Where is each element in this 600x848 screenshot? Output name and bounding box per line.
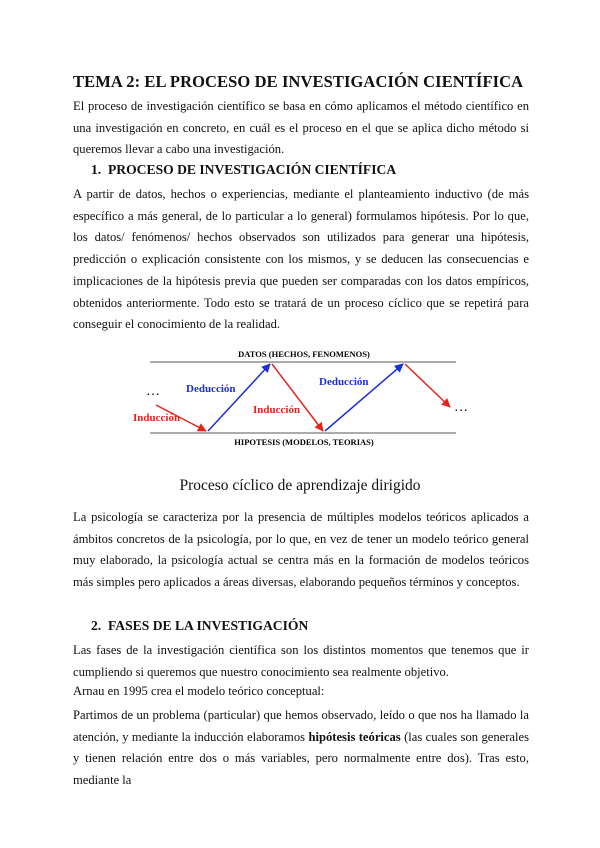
deduction-label-1: Deducción: [186, 383, 236, 395]
deduction-arrow-2: [325, 364, 403, 431]
section-2-heading: 2. FASES DE LA INVESTIGACIÓN: [91, 618, 309, 633]
induction-label-1: Inducción: [133, 412, 181, 424]
deduction-arrow-1: [208, 364, 270, 431]
induction-label-2: Inducción: [253, 404, 301, 416]
diagram-top-label: DATOS (HECHOS, FENOMENOS): [238, 349, 370, 359]
cycle-diagram: [133, 345, 468, 455]
partimos-paragraph: [73, 705, 529, 792]
section-1-heading: 1. PROCESO DE INVESTIGACIÓN CIENTÍFICA: [91, 162, 397, 177]
section-1-body: A partir de datos, hechos o experiencias, mediante el planteamiento inductivo (de más específico a más general, de lo particular a lo general) formulamos hipótesis. Por lo que, los datos/ fenómenos/ hechos observados son utilizados para generar una hipótesis, predicción o explicación consistente con los mismos, y se deducen las consecuencias e implicaciones de la hipótesis previa que pueden ser comparadas con los datos empíricos, obtenidos anteriormente. Todo esto se tratará de un proceso cíclico que se repetirá para conseguir el conocimiento de la realidad.: [73, 187, 529, 332]
partimos-text-b: (las cuales son generales y tienen relación entre dos o más variables, pero normalmente entre dos). Tras esto, mediante la: [73, 729, 529, 788]
section-2-body: Las fases de la investigación científica son los distintos momentos que tenemos que ir cumpliendo si queremos que nuestro conocimiento sea realmente objetivo.: [73, 643, 529, 679]
page-title: TEMA 2: EL PROCESO DE INVESTIGACIÓN CIENTÍFICA: [73, 72, 524, 91]
induction-arrow-3: [405, 364, 450, 407]
deduction-label-2: Deducción: [319, 376, 369, 388]
psychology-paragraph: La psicología se caracteriza por la presencia de múltiples modelos teóricos aplicados a ámbitos concretos de la psicología, por lo que, en vez de tener un modelo teórico general muy elaborado, la psicología actual se centra más en la formación de modelos teóricos más simples pero aplicados a áreas diversas, elaborando pequeños términos y conceptos.: [73, 510, 529, 590]
ellipsis-left: …: [146, 384, 160, 399]
partimos-text-a: Partimos de un problema (particular) que hemos observado, leído o que nos ha llamado la atención, y mediante la inducción elaboramos: [73, 708, 529, 744]
ellipsis-right: …: [454, 400, 468, 415]
hipotesis-teoricas-term: hipótesis teóricas: [308, 729, 401, 744]
induction-arrow-2: [272, 364, 323, 431]
arnau-line: Arnau en 1995 crea el modelo teórico conceptual:: [73, 684, 325, 698]
diagram-caption: Proceso cíclico de aprendizaje dirigido: [179, 477, 421, 494]
diagram-bottom-label: HIPOTESIS (MODELOS, TEORIAS): [234, 437, 374, 447]
intro-paragraph: El proceso de investigación científico se basa en cómo aplicamos el método científico en una investigación en concreto, en cuál es el proceso en el que se aplica dicho método si queremos llevar a cabo una investigación.: [73, 99, 529, 157]
